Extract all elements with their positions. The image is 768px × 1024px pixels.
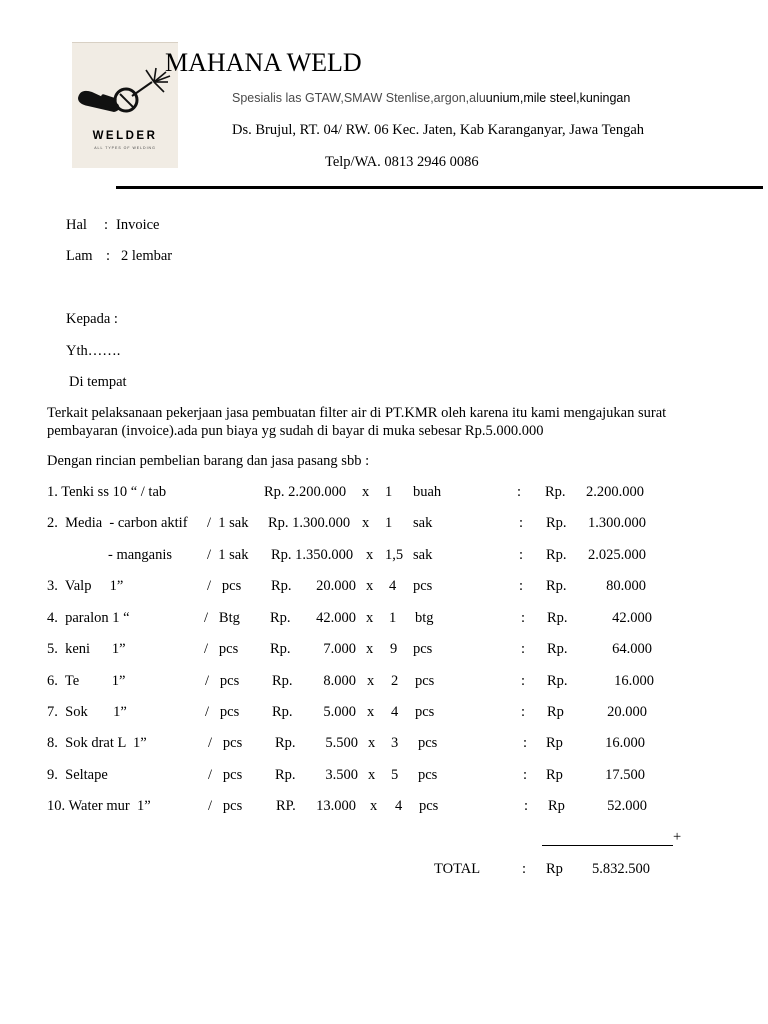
- item-unit: / pcs: [204, 641, 239, 657]
- item-name: - manganis: [108, 547, 173, 563]
- logo-brand-text: WELDER: [92, 130, 158, 142]
- item-multiply-sign: x: [367, 704, 375, 720]
- item-total: 17.500: [605, 767, 645, 783]
- item-unit: / pcs: [205, 704, 240, 720]
- item-price: 3.500: [325, 767, 358, 783]
- item-name: 8. Sok drat L 1”: [47, 735, 147, 751]
- body-paragraph-line-1: Terkait pelaksanaan pekerjaan jasa pembuatan filter air di PT.KMR oleh karena itu kami mengajukan surat: [47, 405, 667, 421]
- item-price: 13.000: [316, 798, 356, 814]
- item-name: 6. Te 1”: [47, 673, 126, 689]
- invoice-item-row: [0, 641, 768, 661]
- item-currency: Rp. 2.200.000: [264, 484, 347, 500]
- recipient-label: Kepada :: [66, 311, 118, 327]
- hal-label: Hal: [66, 217, 87, 233]
- item-uom: sak: [413, 547, 433, 563]
- welding-torch-icon: [72, 42, 178, 130]
- item-currency: Rp.: [275, 767, 296, 783]
- item-unit: / 1 sak: [207, 515, 249, 531]
- item-unit: / Btg: [204, 610, 240, 626]
- total-amount: 5.832.500: [592, 861, 650, 877]
- lam-label: Lam: [66, 248, 93, 264]
- item-total: 64.000: [612, 641, 652, 657]
- item-multiply-sign: x: [362, 484, 370, 500]
- item-currency: Rp. 1.300.000: [268, 515, 351, 531]
- item-name: 4. paralon 1 “: [47, 610, 130, 626]
- item-total: 52.000: [607, 798, 647, 814]
- item-currency: RP.: [276, 798, 296, 814]
- total-label: TOTAL: [434, 861, 481, 877]
- item-colon: :: [521, 704, 526, 720]
- item-multiply-sign: x: [366, 547, 374, 563]
- subtotal-rule: [542, 845, 673, 846]
- item-total-currency: Rp.: [547, 641, 568, 657]
- item-total-currency: Rp: [546, 735, 563, 751]
- item-quantity: 4: [389, 578, 397, 594]
- item-quantity: 1,5: [385, 547, 404, 563]
- item-name: 5. keni 1”: [47, 641, 126, 657]
- invoice-item-row: [0, 610, 768, 630]
- item-unit: / pcs: [208, 735, 243, 751]
- item-total-currency: Rp: [548, 798, 565, 814]
- item-total: 16.000: [605, 735, 645, 751]
- hal-colon: :: [104, 217, 109, 233]
- item-quantity: 9: [390, 641, 398, 657]
- item-name: 2. Media - carbon aktif: [47, 515, 188, 531]
- item-currency: Rp.: [271, 578, 292, 594]
- item-unit: / pcs: [208, 798, 243, 814]
- item-quantity: 4: [391, 704, 399, 720]
- item-colon: :: [521, 610, 526, 626]
- item-colon: :: [521, 673, 526, 689]
- invoice-item-row: [0, 735, 768, 755]
- subtotal-plus-sign: +: [673, 829, 682, 845]
- item-unit: / pcs: [208, 767, 243, 783]
- item-multiply-sign: x: [366, 578, 374, 594]
- item-multiply-sign: x: [370, 798, 378, 814]
- item-name: 7. Sok 1”: [47, 704, 127, 720]
- item-total: 1.300.000: [588, 515, 646, 531]
- item-price: 5.000: [323, 704, 356, 720]
- item-uom: sak: [413, 515, 433, 531]
- item-uom: pcs: [418, 767, 438, 783]
- item-multiply-sign: x: [366, 641, 374, 657]
- item-uom: pcs: [418, 735, 438, 751]
- item-colon: :: [519, 578, 524, 594]
- header-divider: [116, 186, 763, 189]
- item-uom: pcs: [413, 578, 433, 594]
- body-paragraph-line-2: pembayaran (invoice).ada pun biaya yg sudah di bayar di muka sebesar Rp.5.000.000: [47, 423, 544, 439]
- item-multiply-sign: x: [362, 515, 370, 531]
- item-multiply-sign: x: [368, 767, 376, 783]
- total-currency: Rp: [546, 861, 563, 877]
- item-quantity: 3: [391, 735, 399, 751]
- item-quantity: 5: [391, 767, 399, 783]
- item-colon: :: [523, 767, 528, 783]
- company-logo: [72, 42, 178, 168]
- logo-tagline-text: ALL TYPES OF WELDING: [94, 146, 156, 150]
- item-name: 9. Seltape: [47, 767, 108, 783]
- recipient-place: Di tempat: [69, 374, 127, 390]
- invoice-item-row: [0, 515, 768, 535]
- item-quantity: 1: [389, 610, 397, 626]
- item-currency: Rp.: [275, 735, 296, 751]
- hal-value: Invoice: [116, 217, 160, 233]
- company-name: MAHANA WELD: [165, 48, 362, 77]
- item-quantity: 1: [385, 515, 393, 531]
- lam-colon: :: [106, 248, 111, 264]
- item-uom: pcs: [413, 641, 433, 657]
- item-total-currency: Rp.: [545, 484, 566, 500]
- item-total: 2.025.000: [588, 547, 646, 563]
- item-name: 1. Tenki ss 10 “ / tab: [47, 484, 167, 500]
- item-multiply-sign: x: [366, 610, 374, 626]
- item-uom: btg: [415, 610, 434, 626]
- company-phone: Telp/WA. 0813 2946 0086: [325, 154, 479, 170]
- item-colon: :: [519, 515, 524, 531]
- company-address: Ds. Brujul, RT. 04/ RW. 06 Kec. Jaten, Kab Karanganyar, Jawa Tengah: [232, 122, 645, 138]
- item-quantity: 2: [391, 673, 399, 689]
- item-price: 42.000: [316, 610, 356, 626]
- recipient-salutation: Yth…….: [66, 343, 121, 359]
- invoice-item-row: [0, 547, 768, 567]
- tagline-visible-part: unium,mile steel,kuningan: [485, 91, 631, 105]
- invoice-item-row: [0, 484, 768, 504]
- item-total: 2.200.000: [586, 484, 644, 500]
- total-colon: :: [522, 861, 527, 877]
- item-total-currency: Rp.: [546, 515, 567, 531]
- item-currency: Rp.: [270, 610, 291, 626]
- item-quantity: 1: [385, 484, 393, 500]
- item-total: 16.000: [614, 673, 654, 689]
- item-colon: :: [524, 798, 529, 814]
- invoice-item-row: [0, 767, 768, 787]
- item-total-currency: Rp: [547, 704, 564, 720]
- tagline-faded-part: Spesialis las GTAW,SMAW Stenlise,argon,alu: [232, 91, 486, 105]
- lam-value: 2 lembar: [121, 248, 173, 264]
- item-multiply-sign: x: [368, 735, 376, 751]
- item-uom: pcs: [415, 704, 435, 720]
- item-currency: Rp.: [270, 641, 291, 657]
- item-multiply-sign: x: [367, 673, 375, 689]
- item-colon: :: [523, 735, 528, 751]
- item-total: 42.000: [612, 610, 652, 626]
- item-total: 80.000: [606, 578, 646, 594]
- item-unit: / pcs: [205, 673, 240, 689]
- item-price: 5.500: [325, 735, 358, 751]
- item-currency: Rp.: [272, 704, 293, 720]
- item-total-currency: Rp.: [546, 578, 567, 594]
- item-colon: :: [519, 547, 524, 563]
- invoice-item-row: [0, 798, 768, 818]
- item-uom: pcs: [415, 673, 435, 689]
- company-tagline: [232, 91, 630, 106]
- item-quantity: 4: [395, 798, 403, 814]
- invoice-item-row: [0, 673, 768, 693]
- item-price: 7.000: [323, 641, 356, 657]
- item-currency: Rp. 1.350.000: [271, 547, 354, 563]
- item-name: 3. Valp 1”: [47, 578, 124, 594]
- item-total-currency: Rp.: [547, 673, 568, 689]
- item-total-currency: Rp.: [546, 547, 567, 563]
- item-colon: :: [521, 641, 526, 657]
- item-total-currency: Rp: [546, 767, 563, 783]
- item-uom: pcs: [419, 798, 439, 814]
- item-total: 20.000: [607, 704, 647, 720]
- item-total-currency: Rp.: [547, 610, 568, 626]
- invoice-item-row: [0, 704, 768, 724]
- item-price: 20.000: [316, 578, 356, 594]
- item-unit: / 1 sak: [207, 547, 249, 563]
- item-price: 8.000: [323, 673, 356, 689]
- invoice-item-row: [0, 578, 768, 598]
- item-unit: / pcs: [207, 578, 242, 594]
- item-currency: Rp.: [272, 673, 293, 689]
- item-name: 10. Water mur 1”: [47, 798, 151, 814]
- items-intro: Dengan rincian pembelian barang dan jasa pasang sbb :: [47, 453, 370, 469]
- item-colon: :: [517, 484, 522, 500]
- item-uom: buah: [413, 484, 442, 500]
